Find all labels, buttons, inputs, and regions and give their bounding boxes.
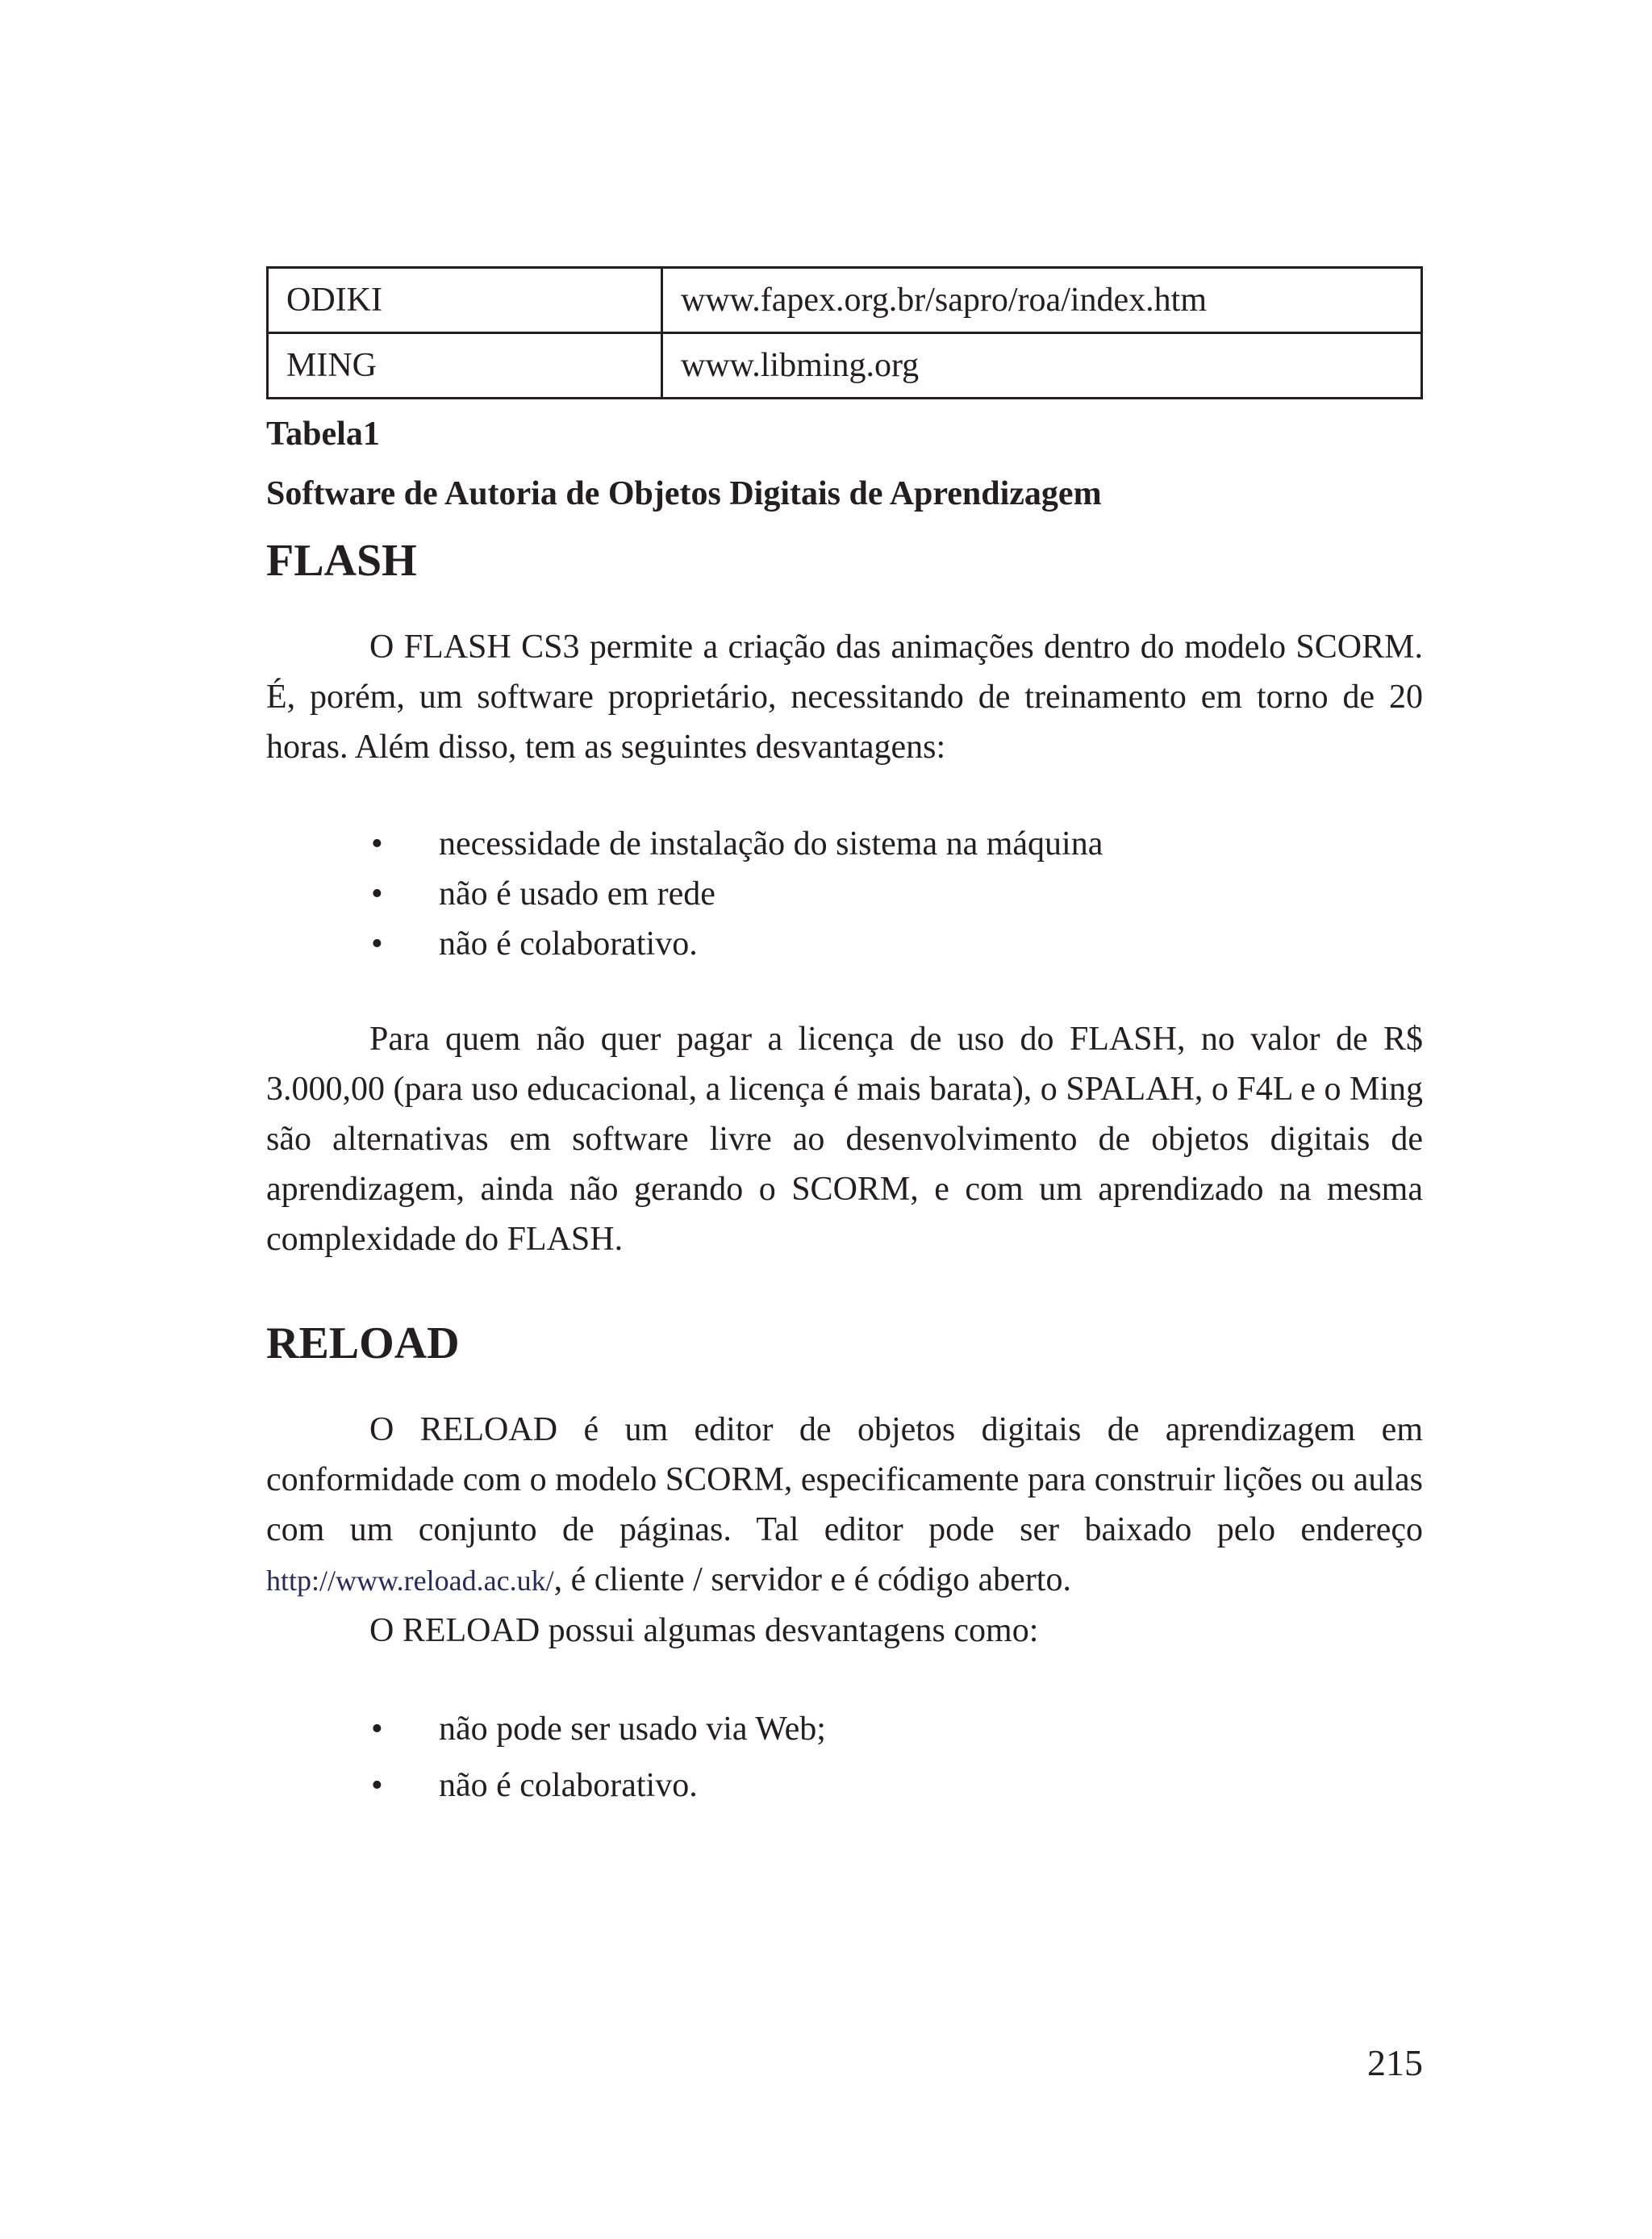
flash-heading: FLASH — [266, 536, 417, 586]
reload-url-link[interactable]: http://www.reload.ac.uk/ — [266, 1564, 554, 1597]
flash-paragraph-alternatives: Para quem não quer pagar a licença de uso do FLASH, no valor de R$ 3.000,00 (para uso educacional, a licença é mais barata), o SPALAH, o F4L e o Ming são alternativas em software livre ao desenvolvimento de objetos digitais de aprendizagem, ainda não gerando o SCORM, e com um aprendizado na mesma complexidade do FLASH. — [266, 1021, 1423, 1258]
table-cell-url: www.fapex.org.br/sapro/roa/index.htm — [662, 268, 1422, 333]
reload-disadvantages-list — [266, 1704, 1423, 1811]
table-cell-name: MING — [268, 333, 662, 399]
software-links-table — [266, 266, 1423, 399]
table-row — [268, 333, 1422, 399]
list-item-text: não é colaborativo. — [439, 1767, 698, 1804]
table-caption-title: Software de Autoria de Objetos Digitais de Aprendizagem — [266, 475, 1102, 512]
list-item — [266, 1761, 1423, 1811]
bullet-icon: • — [371, 925, 383, 963]
page-content — [266, 266, 1423, 1811]
reload-heading: RELOAD — [266, 1318, 460, 1368]
list-item-text: não é colaborativo. — [439, 925, 698, 963]
reload-paragraph-text-end: , é cliente / servidor e é código aberto. — [553, 1561, 1071, 1598]
list-item — [266, 819, 1423, 869]
list-item-text: não é usado em rede — [439, 875, 715, 913]
reload-paragraph-disadvantages: O RELOAD possui algumas desvantagens como: — [369, 1612, 1039, 1649]
bullet-icon: • — [371, 1711, 383, 1748]
table-caption-label: Tabela1 — [266, 416, 380, 453]
flash-disadvantages-list — [266, 819, 1423, 969]
table-cell-url: www.libming.org — [662, 333, 1422, 399]
bullet-icon: • — [371, 875, 383, 913]
page-number: 215 — [1367, 2042, 1423, 2083]
reload-paragraph-text: O RELOAD é um editor de objetos digitais de aprendizagem em conformidade com o modelo SCORM, especificamente para construir lições ou aulas com um conjunto de páginas. Tal editor pode ser baixado pelo endereço — [266, 1411, 1423, 1548]
table-cell-name: ODIKI — [268, 268, 662, 333]
list-item-text: necessidade de instalação do sistema na máquina — [439, 825, 1103, 863]
list-item-text: não pode ser usado via Web; — [439, 1711, 826, 1748]
list-item — [266, 869, 1423, 919]
bullet-icon: • — [371, 825, 383, 863]
table-row — [268, 268, 1422, 333]
bullet-icon: • — [371, 1767, 383, 1804]
list-item — [266, 1704, 1423, 1754]
list-item — [266, 919, 1423, 969]
reload-paragraph-intro — [266, 1405, 1423, 1606]
flash-paragraph-intro: O FLASH CS3 permite a criação das animações dentro do modelo SCORM. É, porém, um software proprietário, necessitando de treinamento em torno de 20 horas. Além disso, tem as seguintes desvantagens: — [266, 629, 1423, 766]
